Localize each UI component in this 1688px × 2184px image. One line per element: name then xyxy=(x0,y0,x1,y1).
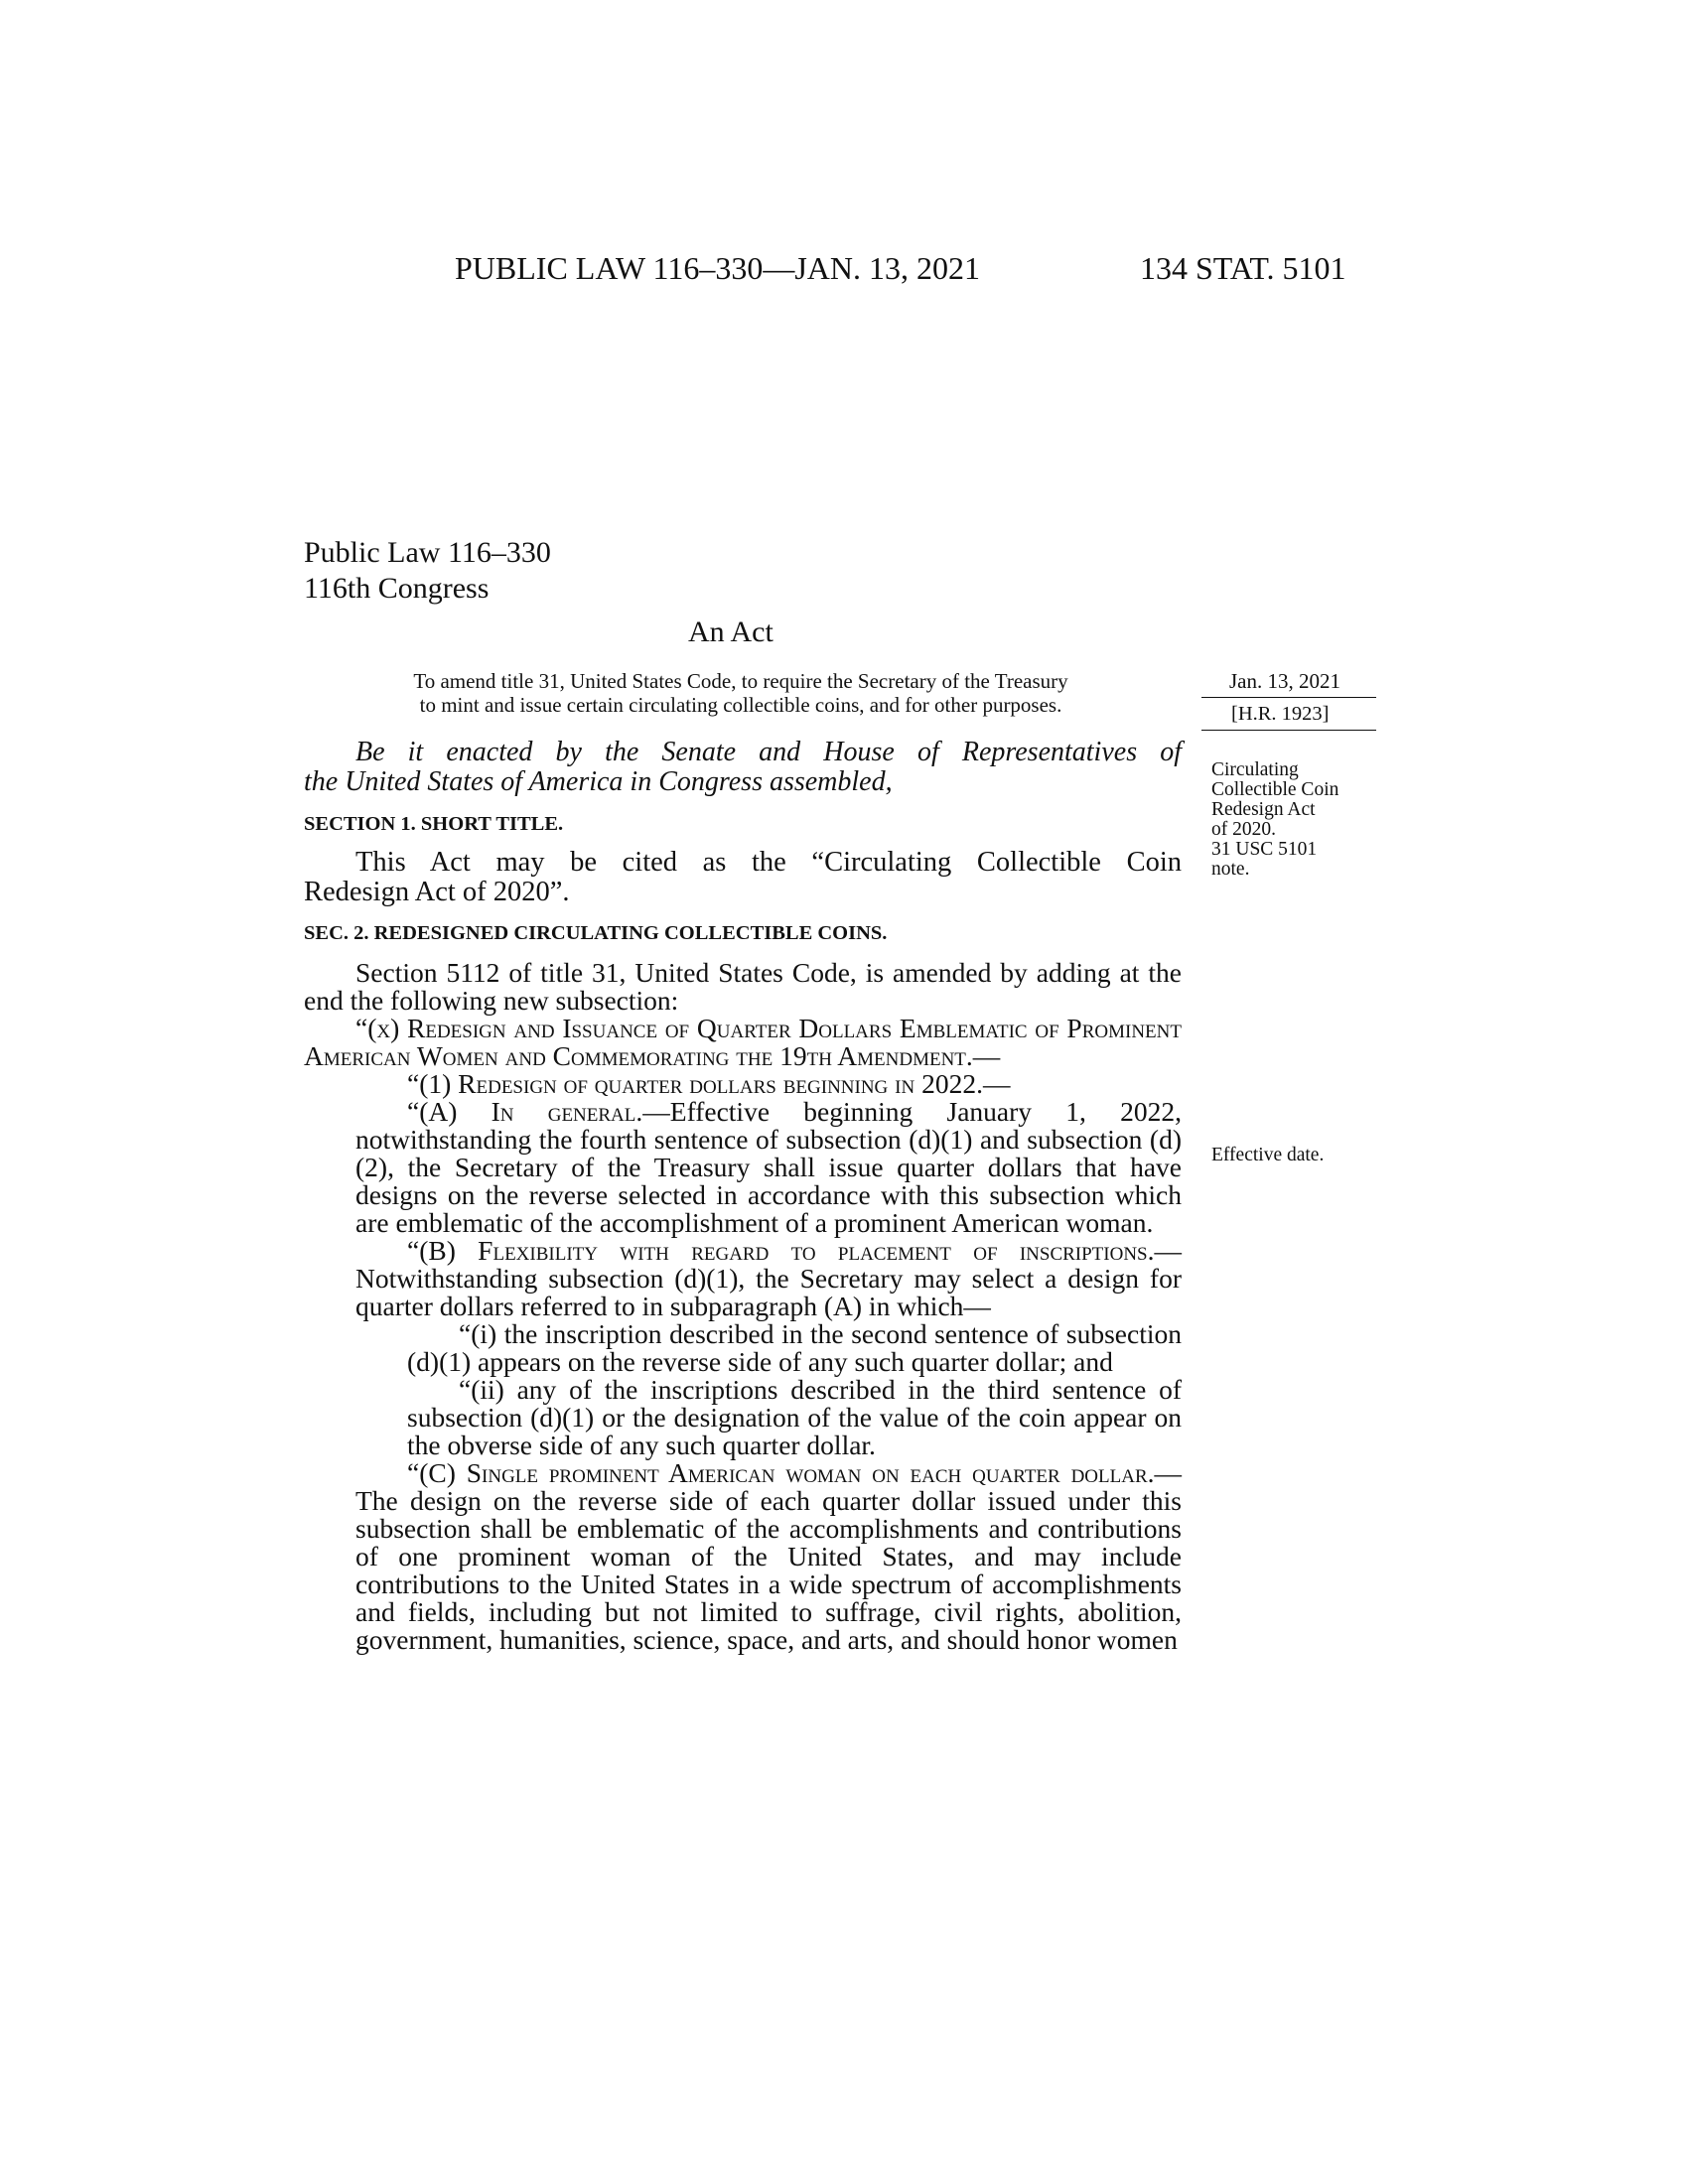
enacting-clause: Be it enacted by the Senate and House of Representatives of the United States of America in Congress assembled, xyxy=(304,737,1182,797)
running-header-title: PUBLIC LAW 116–330—JAN. 13, 2021 xyxy=(455,250,980,286)
approval-date: Jan. 13, 2021 xyxy=(1229,669,1340,693)
section-1-heading: SECTION 1. SHORT TITLE. xyxy=(304,813,564,835)
subparagraph-b: “(B) Flexibility with regard to placement of inscriptions.—Notwithstanding subsection (d)(1), the Secretary may select a design for quarter dollars referred to in subparagraph (A) in which— xyxy=(355,1235,1182,1321)
section-2 xyxy=(304,921,1182,1654)
short-title-margin-note: Circulating Collectible Coin Redesign Act of 2020. 31 USC 5101 note. xyxy=(1211,759,1339,880)
effective-date-margin-note: Effective date. xyxy=(1211,1145,1325,1165)
subsection-x-heading: “(x) Redesign and Issuance of Quarter Dollars Emblematic of Prominent American Women and Commemorating the 19th Amendment.— xyxy=(304,1013,1182,1071)
subparagraph-c: “(C) Single prominent American woman on each quarter dollar.—The design on the reverse side of each quarter dollar issued under this subsection shall be emblematic of the accomplishments and contributions of one prominent woman of the United States, and may include contributions to the United States in a wide spectrum of accomplishments and fields, including but not limited to suffrage, civil rights, abolition, government, humanities, science, space, and arts, and should honor women xyxy=(355,1457,1182,1655)
an-act-heading: An Act xyxy=(688,615,774,648)
margin-rule xyxy=(1201,730,1376,731)
long-title-line: To amend title 31, United States Code, to require the Secretary of the Treasury xyxy=(413,669,1068,693)
paragraph-1-heading: “(1) Redesign of quarter dollars beginning in 2022.— xyxy=(407,1068,1011,1099)
clause-i: “(i) the inscription described in the second sentence of subsection (d)(1) appears on the reverse side of any such quarter dollar; and xyxy=(407,1318,1182,1377)
long-title xyxy=(304,669,1178,717)
statute-page-reference: 134 STAT. 5101 xyxy=(1140,250,1346,286)
section-2-heading: SEC. 2. REDESIGNED CIRCULATING COLLECTIBLE COINS. xyxy=(304,922,888,944)
section-2-intro: Section 5112 of title 31, United States Code, is amended by adding at the end the following new subsection: xyxy=(304,957,1182,1016)
clause-ii: “(ii) any of the inscriptions described in the third sentence of subsection (d)(1) or the designation of the value of the coin appear on the obverse side of any such quarter dollar. xyxy=(407,1374,1182,1460)
subparagraph-a: “(A) In general.—Effective beginning January 1, 2022, notwithstanding the fourth sentence of subsection (d)(1) and subsection (d)(2), the Secretary of the Treasury shall issue quarter dollars that have designs on the reverse selected in accordance with this subsection which are emblematic of the accomplishment of a prominent American woman. xyxy=(355,1096,1182,1238)
margin-rule xyxy=(1201,697,1376,698)
section-1: SECTION 1. SHORT TITLE. This Act may be cited as the “Circulating Collectible Coin Redesign Act of 2020”. xyxy=(304,813,1182,907)
public-law-number: Public Law 116–330 xyxy=(304,536,551,569)
long-title-line: to mint and issue certain circulating collectible coins, and for other purposes. xyxy=(419,693,1062,717)
congress-number: 116th Congress xyxy=(304,572,490,605)
bill-number: [H.R. 1923] xyxy=(1231,703,1330,725)
